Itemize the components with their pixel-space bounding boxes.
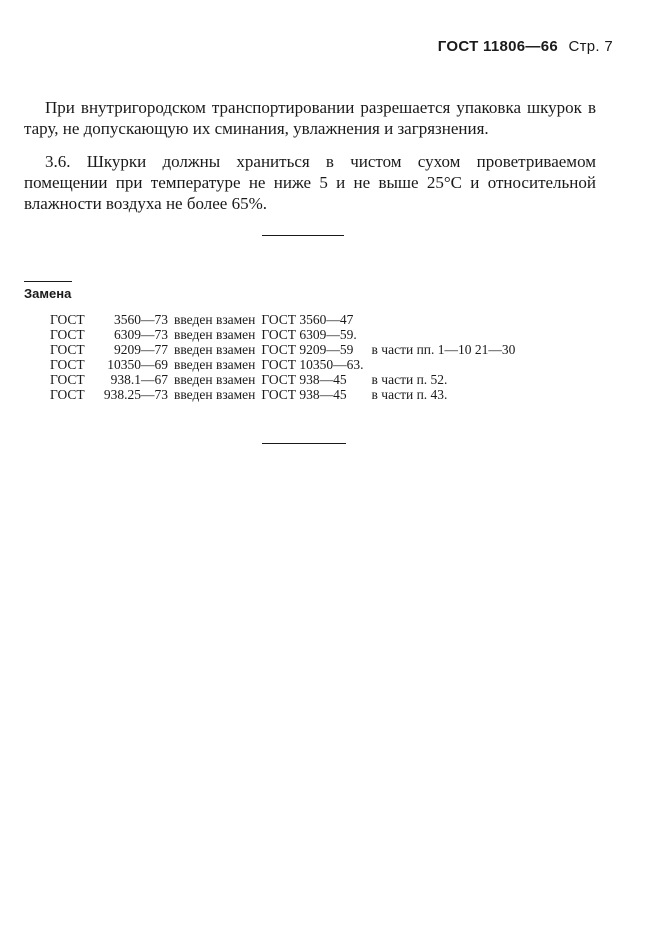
section-divider (262, 235, 344, 236)
replacement-note: в части п. 52. (371, 372, 448, 387)
new-standard-number: 938.25—73 (103, 387, 168, 402)
gost-label: ГОСТ (50, 372, 85, 387)
replacement-note: в части пп. 1—10 21—30 (371, 342, 516, 357)
old-standard: ГОСТ 938—45 (261, 387, 347, 402)
replacement-text: введен взамен (174, 312, 256, 327)
table-row (50, 387, 515, 402)
gost-label: ГОСТ (50, 312, 85, 327)
paragraph-transport: При внутригородском транспортировании разрешается упаковка шкурок в тару, не допускающую их сминания, увлажнения и загрязнения. (24, 98, 596, 138)
replacement-text: введен взамен (174, 342, 256, 357)
replacement-text: введен взамен (174, 387, 256, 402)
old-standard: ГОСТ 938—45 (261, 372, 347, 387)
replacement-note (372, 327, 516, 342)
standard-number: ГОСТ 11806—66 (437, 38, 558, 55)
gost-label: ГОСТ (50, 357, 85, 372)
new-standard-number: 938.1—67 (110, 372, 168, 387)
replacement-table (50, 312, 515, 402)
replacement-note (372, 312, 516, 327)
old-standard: ГОСТ 9209—59 (261, 342, 354, 357)
table-row (50, 342, 515, 357)
new-standard-number: 9209—77 (114, 342, 168, 357)
gost-label: ГОСТ (50, 327, 85, 342)
page-header (438, 38, 613, 55)
paragraph-storage: 3.6. Шкурки должны храниться в чистом сухом проветриваемом помещении при температуре не ниже 5 и не выше 25°С и относительной влажности воздуха не более 65%. (24, 152, 596, 213)
replacement-note (372, 357, 516, 372)
old-standard: ГОСТ 6309—59. (261, 327, 357, 342)
table-row (50, 327, 515, 342)
gost-label: ГОСТ (50, 387, 85, 402)
table-row (50, 372, 515, 387)
old-standard: ГОСТ 3560—47 (261, 312, 354, 327)
new-standard-number: 3560—73 (114, 312, 168, 327)
table-row (50, 312, 515, 327)
gost-label: ГОСТ (50, 342, 85, 357)
old-standard: ГОСТ 10350—63. (261, 357, 364, 372)
table-row (50, 357, 515, 372)
page-number: Стр. 7 (568, 38, 613, 55)
replacement-note: в части п. 43. (371, 387, 448, 402)
new-standard-number: 10350—69 (107, 357, 168, 372)
end-divider (262, 443, 346, 444)
replacement-text: введен взамен (174, 327, 256, 342)
replacement-text: введен взамен (174, 357, 256, 372)
replacement-text: введен взамен (174, 372, 256, 387)
replacement-title: Замена (24, 286, 72, 301)
replacement-title-rule (24, 281, 72, 282)
new-standard-number: 6309—73 (114, 327, 168, 342)
